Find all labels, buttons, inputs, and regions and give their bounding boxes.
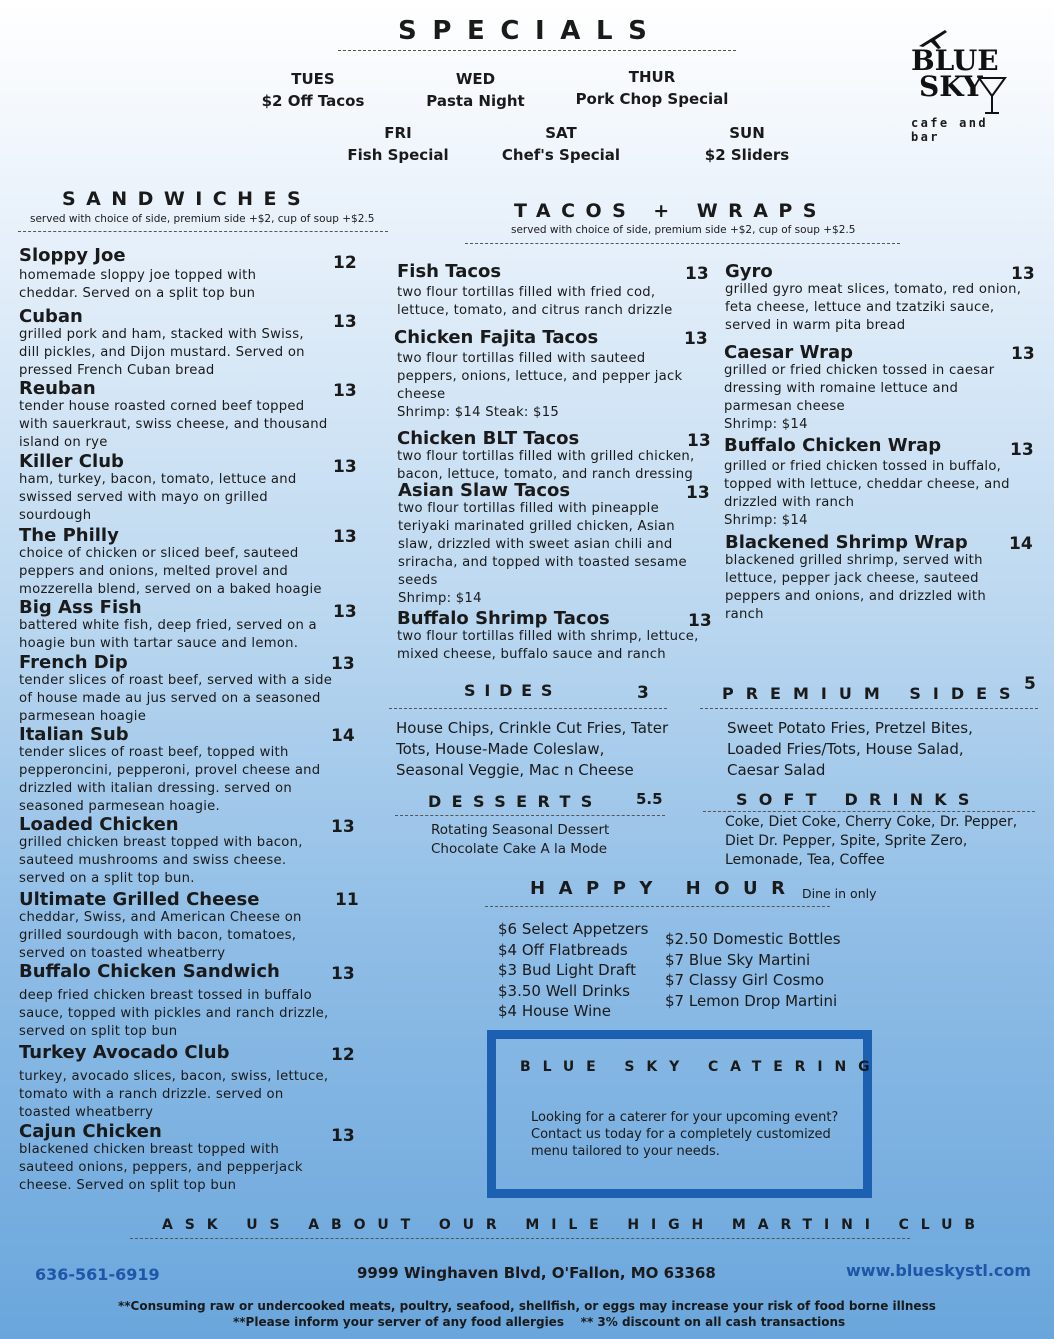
item-desc: tender house roasted corned beef topped with sauerkraut, swiss cheese, and thousand island on rye xyxy=(19,399,328,450)
special-deal: Fish Special xyxy=(347,146,449,164)
martini-glass-icon xyxy=(977,76,1007,116)
sandwich-item xyxy=(19,890,359,963)
tacos-divider xyxy=(465,243,900,244)
special-fri xyxy=(342,122,454,166)
special-deal: $2 Off Tacos xyxy=(261,92,365,110)
item-name: Loaded Chicken xyxy=(19,814,179,835)
taco-item xyxy=(397,609,712,664)
item-desc: battered white fish, deep fried, served on a hoagie bun with tartar sauce and lemon. xyxy=(19,618,317,651)
item-extra: Shrimp: $14 xyxy=(398,591,482,606)
special-day: TUES xyxy=(291,70,335,88)
item-desc: two flour tortillas filled with shrimp, lettuce, mixed cheese, buffalo sauce and ranch xyxy=(397,629,699,662)
sandwiches-divider xyxy=(18,231,388,232)
item-price: 13 xyxy=(685,264,709,284)
taco-item xyxy=(398,481,713,608)
item-price: 13 xyxy=(333,381,357,401)
wrap-item xyxy=(725,262,1035,335)
sandwich-item xyxy=(19,598,359,653)
happy-hour-item: $2.50 Domestic Bottles xyxy=(665,930,841,948)
sandwich-item xyxy=(19,815,359,888)
item-desc: homemade sloppy joe topped with cheddar. Served on a split top bun xyxy=(19,268,257,301)
logo-line1: BLUE xyxy=(911,44,999,77)
item-name: Cuban xyxy=(19,306,83,327)
item-desc: grilled gyro meat slices, tomato, red onion, feta cheese, lettuce and tzatziki sauce, served in warm pita bread xyxy=(725,282,1022,333)
item-desc: cheddar, Swiss, and American Cheese on grilled sourdough with bacon, tomatoes, served on toasted wheatberry xyxy=(19,910,302,961)
special-deal: Pork Chop Special xyxy=(575,90,729,108)
special-day: WED xyxy=(455,70,496,88)
premium-sides-price: 5 xyxy=(1024,674,1036,694)
wrap-item xyxy=(725,533,1035,624)
item-name: Big Ass Fish xyxy=(19,597,142,618)
martini-club-banner: ASK US ABOUT OUR MILE HIGH MARTINI CLUB xyxy=(162,1217,987,1233)
item-name: Caesar Wrap xyxy=(724,342,854,363)
item-name: Chicken Fajita Tacos xyxy=(394,327,599,348)
special-deal: $2 Sliders xyxy=(704,146,790,164)
martini-club-divider xyxy=(130,1238,910,1239)
item-price: 13 xyxy=(331,964,355,984)
item-price: 13 xyxy=(1011,344,1035,364)
item-desc: two flour tortillas filled with sauteed peppers, onions, lettuce, and pepper jack cheese xyxy=(397,351,683,402)
tacos-title: TACOS + WRAPS xyxy=(514,200,827,222)
dessert-item: Chocolate Cake A la Mode xyxy=(431,841,608,857)
item-name: Buffalo Chicken Sandwich xyxy=(19,961,280,982)
item-name: Chicken BLT Tacos xyxy=(397,428,580,449)
sandwich-item xyxy=(19,1122,359,1195)
item-name: Killer Club xyxy=(19,451,124,472)
item-price: 13 xyxy=(1011,264,1035,284)
logo-line2: SKY xyxy=(919,70,983,103)
desserts-price: 5.5 xyxy=(636,790,663,808)
sandwiches-title: SANDWICHES xyxy=(62,188,312,210)
item-price: 13 xyxy=(333,602,357,622)
item-price: 13 xyxy=(331,1126,355,1146)
special-day: THUR xyxy=(628,68,676,86)
catering-text: Looking for a caterer for your upcoming event? Contact us today for a completely customized menu tailored to your needs. xyxy=(531,1110,839,1159)
item-desc: grilled or fried chicken tossed in buffalo, topped with lettuce, cheddar cheese, and drizzled with ranch xyxy=(724,459,1010,510)
item-desc: tender slices of roast beef, served with a side of house made au jus served on a seasoned parmesean hoagie xyxy=(19,673,333,724)
item-extra: Shrimp: $14 Steak: $15 xyxy=(397,405,560,420)
wrap-item xyxy=(724,436,1034,530)
special-day: FRI xyxy=(384,124,412,142)
item-desc: grilled or fried chicken tossed in caesar dressing with romaine lettuce and parmesan cheese xyxy=(724,363,995,414)
sandwich-item xyxy=(19,246,359,303)
item-name: Blackened Shrimp Wrap xyxy=(725,532,968,553)
item-name: Cajun Chicken xyxy=(19,1121,162,1142)
item-desc: choice of chicken or sliced beef, sauteed peppers and onions, melted provel and mozzerella blend, served on a baked hoagie xyxy=(19,546,322,597)
item-price: 13 xyxy=(333,312,357,332)
item-desc: two flour tortillas filled with grilled chicken, bacon, lettuce, tomato, and ranch dressing xyxy=(397,449,695,482)
special-day: SAT xyxy=(545,124,577,142)
special-day: SUN xyxy=(729,124,765,142)
sides-price: 3 xyxy=(637,683,649,703)
item-price: 14 xyxy=(331,726,355,746)
item-name: Fish Tacos xyxy=(397,261,502,282)
item-desc: grilled chicken breast topped with bacon, sauteed mushrooms and swiss cheese. served on a split top bun. xyxy=(19,835,303,886)
tacos-note: served with choice of side, premium side +$2, cup of soup +$2.5 xyxy=(511,224,856,236)
wrap-item xyxy=(724,343,1034,434)
item-desc: turkey, avocado slices, bacon, swiss, lettuce, tomato with a ranch drizzle. served on toasted wheatberry xyxy=(19,1069,329,1120)
special-deal: Chef's Special xyxy=(501,146,621,164)
happy-hour-right xyxy=(665,929,841,1011)
item-price: 13 xyxy=(686,483,710,503)
special-thur xyxy=(568,66,736,110)
sandwich-item xyxy=(19,962,359,1041)
item-name: Buffalo Chicken Wrap xyxy=(724,435,942,456)
item-extra: Shrimp: $14 xyxy=(724,513,808,528)
happy-hour-item: $3 Bud Light Draft xyxy=(498,961,636,979)
taco-item xyxy=(397,262,712,320)
premium-sides-divider xyxy=(700,708,1038,709)
item-price: 13 xyxy=(684,329,708,349)
sandwich-item xyxy=(19,452,359,525)
catering-title: BLUE SKY CATERING xyxy=(520,1059,882,1075)
item-name: French Dip xyxy=(19,652,128,673)
taco-item xyxy=(397,429,712,484)
dessert-item: Rotating Seasonal Dessert xyxy=(431,822,610,838)
happy-hour-item: $6 Select Appetzers xyxy=(498,920,649,938)
item-price: 13 xyxy=(333,527,357,547)
item-price: 13 xyxy=(688,611,712,631)
item-price: 12 xyxy=(331,1045,355,1065)
item-desc: deep fried chicken breast tossed in buffalo sauce, topped with pickles and ranch drizzle, served on split top bun xyxy=(19,988,329,1039)
happy-hour-note: Dine in only xyxy=(802,886,877,901)
item-name: Gyro xyxy=(725,261,773,282)
item-desc: blackened grilled shrimp, served with lettuce, pepper jack cheese, sauteed peppers and onions, and drizzled with ranch xyxy=(725,553,986,622)
disclaimer-raw-food: **Consuming raw or undercooked meats, poultry, seafood, shellfish, or eggs may increase your risk of food borne illness xyxy=(118,1299,936,1313)
happy-hour-item: $4 House Wine xyxy=(498,1002,612,1020)
item-price: 13 xyxy=(1010,440,1034,460)
item-desc: blackened chicken breast topped with sauteed onions, peppers, and pepperjack cheese. Served on split top bun xyxy=(19,1142,303,1193)
item-desc: two flour tortillas filled with pineapple teriyaki marinated grilled chicken, Asian slaw, drizzled with sweet asian chili and sriracha, and topped with toasted sesame seeds xyxy=(398,501,687,588)
item-name: Sloppy Joe xyxy=(19,245,126,266)
disclaimer-allergies: **Please inform your server of any food allergies ** 3% discount on all cash transactions xyxy=(233,1315,846,1329)
item-name: The Philly xyxy=(19,525,119,546)
item-price: 12 xyxy=(333,253,357,273)
specials-title: SPECIALS xyxy=(398,16,663,46)
website-link[interactable]: www.blueskystl.com xyxy=(846,1261,1032,1280)
sandwich-item xyxy=(19,653,359,726)
sides-divider xyxy=(389,708,667,709)
desserts-divider xyxy=(395,815,665,816)
soft-drinks-title: SOFT DRINKS xyxy=(736,790,981,809)
premium-sides-title: PREMIUM SIDES xyxy=(722,684,1023,703)
happy-hour-left xyxy=(498,919,648,1022)
item-desc: ham, turkey, bacon, tomato, lettuce and swissed served with mayo on grilled sourdough xyxy=(19,472,297,523)
happy-hour-item: $3.50 Well Drinks xyxy=(498,981,630,1000)
soft-drinks-list: Coke, Diet Coke, Cherry Coke, Dr. Pepper, Diet Dr. Pepper, Spite, Sprite Zero, Lemonade, Tea, Coffee xyxy=(725,814,1018,868)
sandwich-item xyxy=(19,307,359,380)
item-name: Italian Sub xyxy=(19,724,129,745)
item-price: 13 xyxy=(333,457,357,477)
happy-hour-item: $7 Classy Girl Cosmo xyxy=(665,971,825,989)
item-name: Ultimate Grilled Cheese xyxy=(19,889,260,910)
soft-drinks-divider xyxy=(703,811,1035,812)
logo-subtitle: cafe and bar xyxy=(911,116,988,144)
item-price: 11 xyxy=(335,890,359,910)
item-price: 13 xyxy=(331,654,355,674)
item-price: 13 xyxy=(331,817,355,837)
taco-item xyxy=(394,328,709,422)
item-desc: two flour tortillas filled with fried cod, lettuce, tomato, and citrus ranch drizzle xyxy=(397,285,673,318)
item-name: Reuban xyxy=(19,378,96,399)
sandwich-item xyxy=(19,379,359,452)
catering-box xyxy=(487,1030,882,1198)
special-sat xyxy=(496,122,626,166)
sandwich-item xyxy=(19,526,359,599)
item-desc: grilled pork and ham, stacked with Swiss, dill pickles, and Dijon mustard. Served on pressed French Cuban bread xyxy=(19,327,305,378)
sides-title: SIDES xyxy=(464,681,562,700)
premium-sides-list: Sweet Potato Fries, Pretzel Bites, Loaded Fries/Tots, House Salad, Caesar Salad xyxy=(727,719,973,779)
address: 9999 Winghaven Blvd, O'Fallon, MO 63368 xyxy=(357,1264,716,1282)
specials-divider xyxy=(338,50,736,51)
special-deal: Pasta Night xyxy=(426,92,525,110)
sandwiches-note: served with choice of side, premium side +$2, cup of soup +$2.5 xyxy=(30,213,375,225)
item-extra: Shrimp: $14 xyxy=(724,417,808,432)
item-name: Asian Slaw Tacos xyxy=(398,480,571,501)
happy-hour-item: $7 Lemon Drop Martini xyxy=(665,991,838,1010)
desserts-list xyxy=(431,821,609,859)
happy-hour-item: $4 Off Flatbreads xyxy=(498,940,628,959)
happy-hour-item: $7 Blue Sky Martini xyxy=(665,950,811,969)
item-desc: tender slices of roast beef, topped with pepperoncini, pepperoni, provel cheese and drizzled with italian dressing. served on seasoned parmesean hoagie. xyxy=(19,745,321,814)
item-name: Turkey Avocado Club xyxy=(19,1042,230,1063)
item-price: 14 xyxy=(1009,534,1033,554)
happy-hour-title: HAPPY HOUR xyxy=(530,878,799,899)
special-sun xyxy=(697,122,797,166)
phone-number[interactable]: 636-561-6919 xyxy=(35,1265,160,1284)
blue-sky-logo xyxy=(905,24,1025,144)
sandwich-item xyxy=(19,725,359,816)
special-tues xyxy=(258,68,368,112)
item-price: 13 xyxy=(687,431,711,451)
item-name: Buffalo Shrimp Tacos xyxy=(397,608,610,629)
special-wed xyxy=(418,68,533,112)
sandwich-item xyxy=(19,1043,359,1122)
happy-hour-divider xyxy=(485,906,830,907)
sides-list: House Chips, Crinkle Cut Fries, Tater Tots, House-Made Coleslaw, Seasonal Veggie, Mac n Cheese xyxy=(396,719,669,779)
desserts-title: DESSERTS xyxy=(428,792,603,811)
